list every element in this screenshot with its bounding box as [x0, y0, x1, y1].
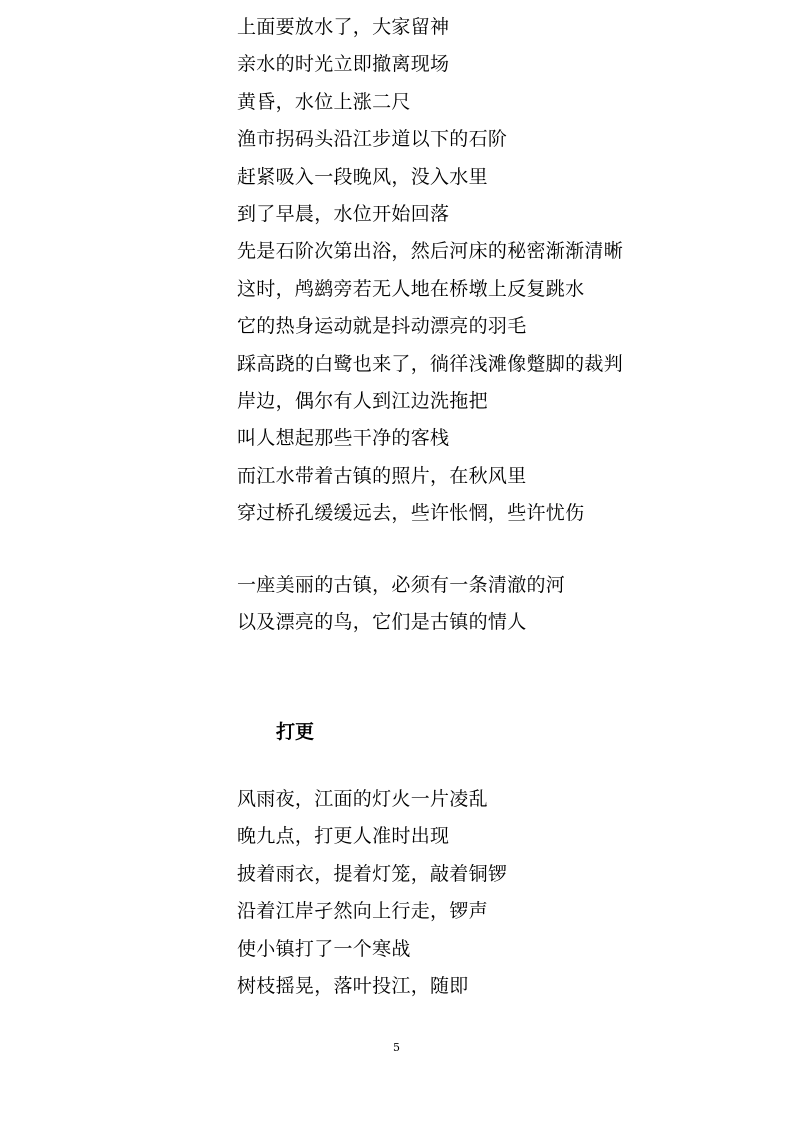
poem-line: 而江水带着古镇的照片，在秋风里: [237, 464, 527, 487]
poem-line: 上面要放水了，大家留神: [237, 16, 450, 38]
poem-line: 渔市拐码头沿江步道以下的石阶: [237, 128, 508, 151]
poem-line: 叫人想起那些干净的客栈: [237, 427, 450, 450]
page-number: 5: [393, 1041, 400, 1054]
poem-line: 以及漂亮的鸟，它们是古镇的情人: [237, 611, 527, 634]
poem-line: 到了早晨，水位开始回落: [237, 202, 450, 225]
poem-line: 一座美丽的古镇，必须有一条清澈的河: [237, 574, 566, 596]
section-title: 打更: [276, 721, 315, 743]
poem-line: 黄昏，水位上涨二尺: [237, 90, 411, 113]
poem-line: 风雨夜，江面的灯火一片凌乱: [237, 788, 488, 810]
poem-line: 岸边，偶尔有人到江边洗拖把: [237, 389, 488, 412]
poem-line: 亲水的时光立即撤离现场: [237, 53, 450, 76]
poem-stanza-1: [237, 9, 623, 532]
poem-line: 这时，鸬鹚旁若无人地在桥墩上反复跳水: [237, 277, 585, 300]
poem-line: 使小镇打了一个寒战: [237, 937, 411, 960]
poem-line: 先是石阶次第出浴，然后河床的秘密渐渐清晰: [237, 240, 624, 263]
poem-line: 踩高跷的白鹭也来了，徜徉浅滩像蹩脚的裁判: [237, 352, 624, 375]
poem-line: 穿过桥孔缓缓远去，些许怅惘，些许忧伤: [237, 502, 585, 525]
poem-stanza-3: [237, 781, 507, 1005]
poem-line: 它的热身运动就是抖动漂亮的羽毛: [237, 315, 527, 338]
poem-line: 沿着江岸孑然向上行走，锣声: [237, 900, 488, 923]
poem-stanza-2: [237, 567, 565, 642]
poem-line: 树枝摇晃，落叶投江，随即: [237, 974, 469, 997]
poem-line: 晚九点，打更人准时出现: [237, 825, 450, 848]
poem-line: 披着雨衣，提着灯笼，敲着铜锣: [237, 862, 508, 885]
poem-line: 赶紧吸入一段晚风，没入水里: [237, 165, 488, 188]
